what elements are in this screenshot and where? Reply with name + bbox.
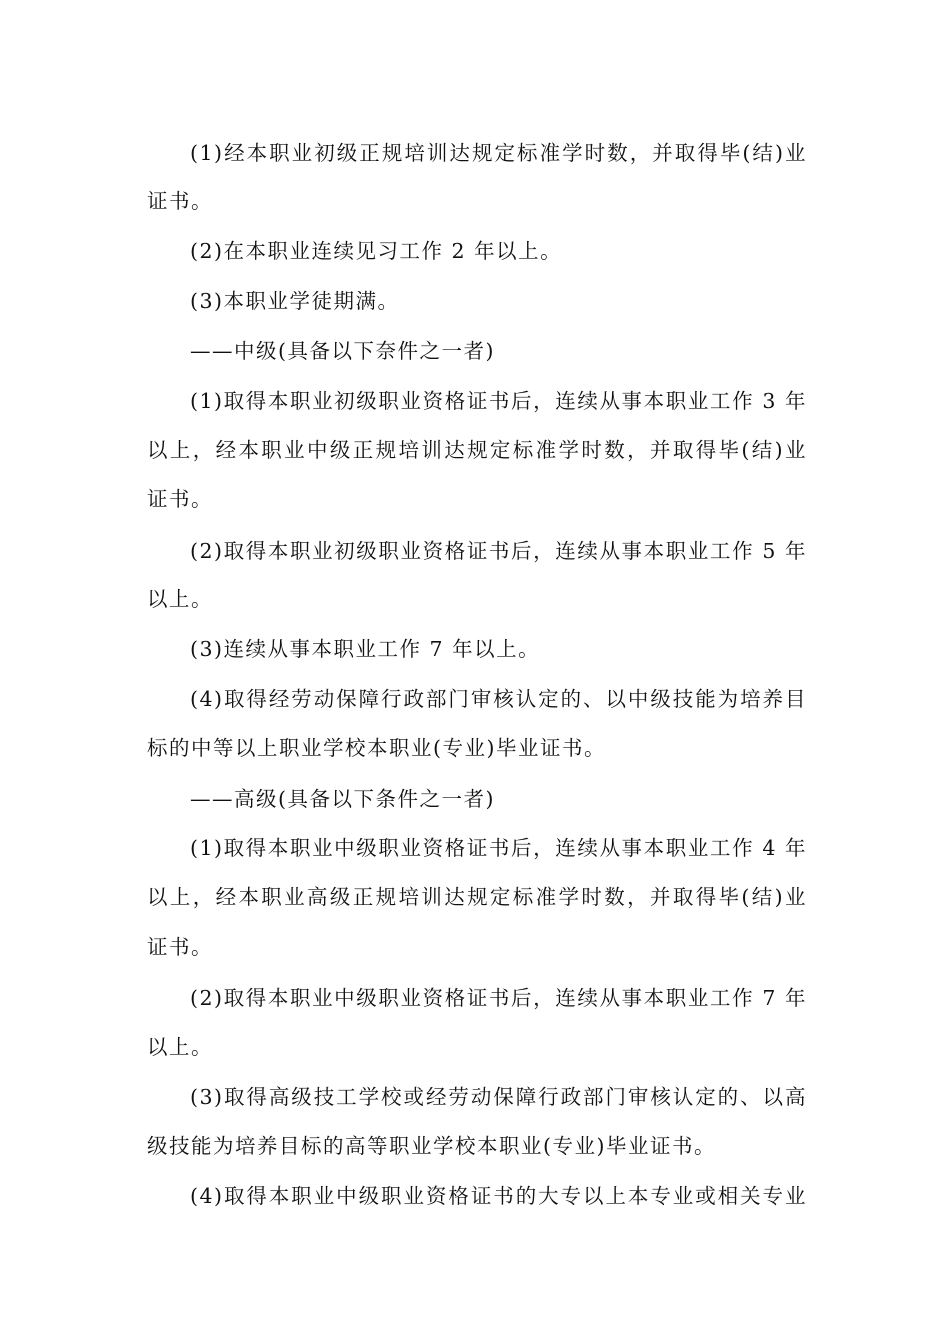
- paragraph-line: (3)取得高级技工学校或经劳动保障行政部门审核认定的、以高: [190, 1085, 807, 1109]
- paragraph-line: 以上，经本职业中级正规培训达规定标准学时数，并取得毕(结)业: [147, 438, 807, 462]
- paragraph-line: (2)取得本职业中级职业资格证书后，连续从事本职业工作 7 年: [190, 986, 807, 1010]
- paragraph-line: (1)取得本职业中级职业资格证书后，连续从事本职业工作 4 年: [190, 836, 807, 860]
- paragraph-line: (4)取得本职业中级职业资格证书的大专以上本专业或相关专业: [190, 1184, 807, 1208]
- paragraph-line: 以上。: [147, 587, 213, 611]
- paragraph-line: 标的中等以上职业学校本职业(专业)毕业证书。: [147, 736, 606, 760]
- paragraph-line: (3)连续从事本职业工作 7 年以上。: [190, 637, 541, 661]
- paragraph-line: 证书。: [147, 935, 213, 959]
- paragraph-line: 级技能为培养目标的高等职业学校本职业(专业)毕业证书。: [147, 1134, 716, 1158]
- paragraph-line: 以上，经本职业高级正规培训达规定标准学时数，并取得毕(结)业: [147, 885, 807, 909]
- paragraph-line: (2)取得本职业初级职业资格证书后，连续从事本职业工作 5 年: [190, 539, 807, 563]
- paragraph-line: 以上。: [147, 1035, 213, 1059]
- section-heading: ——中级(具备以下奈件之一者): [190, 339, 495, 363]
- paragraph-line: (1)经本职业初级正规培训达规定标准学时数，并取得毕(结)业: [190, 141, 807, 165]
- paragraph-line: (1)取得本职业初级职业资格证书后，连续从事本职业工作 3 年: [190, 389, 807, 413]
- paragraph-line: 证书。: [147, 189, 213, 213]
- paragraph-line: (4)取得经劳动保障行政部门审核认定的、以中级技能为培养目: [190, 687, 807, 711]
- paragraph-line: 证书。: [147, 487, 213, 511]
- section-heading: ——高级(具备以下条件之一者): [190, 787, 495, 811]
- paragraph-line: (3)本职业学徒期满。: [190, 289, 400, 313]
- paragraph-line: (2)在本职业连续见习工作 2 年以上。: [190, 239, 563, 263]
